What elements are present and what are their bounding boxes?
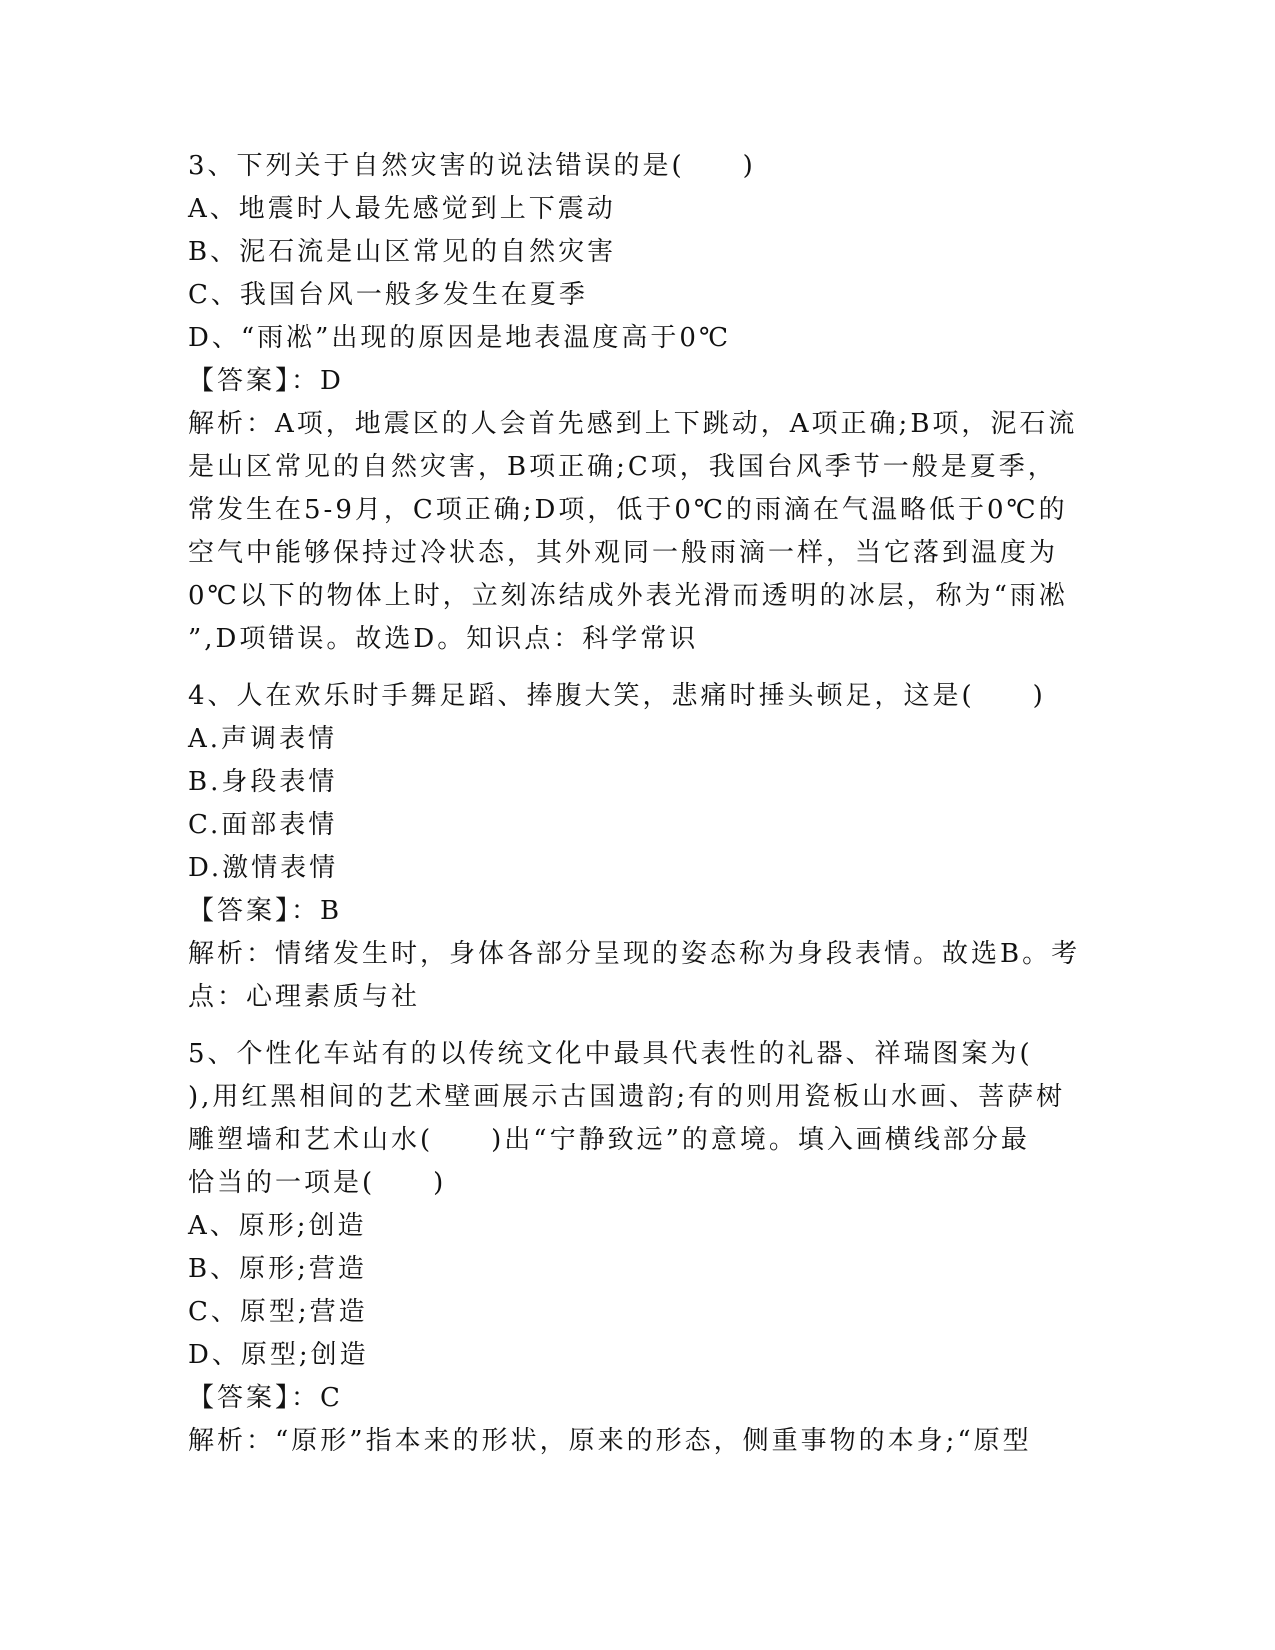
analysis-line: 解析：A项，地震区的人会首先感到上下跳动，A项正确;B项，泥石流 (188, 409, 1078, 439)
analysis (188, 1420, 1088, 1463)
option-c: C.面部表情 (188, 810, 338, 840)
analysis-line: 解析：情绪发生时，身体各部分呈现的姿态称为身段表情。故选B。考 (188, 939, 1081, 969)
option-d: D.激情表情 (188, 853, 339, 883)
option-c: C、我国台风一般多发生在夏季 (188, 280, 588, 310)
answer: 【答案】：D (188, 366, 344, 396)
analysis-line: 常发生在5-9月，C项正确;D项，低于0℃的雨滴在气温略低于0℃的 (188, 495, 1068, 525)
answer: 【答案】：B (188, 896, 343, 926)
question-5 (188, 1033, 1088, 1463)
option-a: A、原形;创造 (188, 1211, 367, 1241)
stem-line: 5、个性化车站有的以传统文化中最具代表性的礼器、祥瑞图案为( (188, 1039, 1033, 1069)
option-a: A、地震时人最先感觉到上下震动 (188, 194, 616, 224)
page-content (188, 145, 1088, 1477)
option-c: C、原型;营造 (188, 1297, 368, 1327)
option-b: B、原形;营造 (188, 1254, 367, 1284)
option-d: D、原型;创造 (188, 1340, 369, 1370)
analysis (188, 403, 1088, 661)
analysis-line: 0℃以下的物体上时，立刻冻结成外表光滑而透明的冰层，称为“雨凇 (188, 581, 1068, 611)
stem-line: ),用红黑相间的艺术壁画展示古国遗韵;有的则用瓷板山水画、菩萨树 (188, 1082, 1066, 1112)
analysis-line: ”,D项错误。故选D。知识点：科学常识 (188, 624, 699, 654)
analysis-line: 解析：“原形”指本来的形状，原来的形态，侧重事物的本身;“原型 (188, 1426, 1032, 1456)
question-3 (188, 145, 1088, 661)
stem-line: 雕塑墙和艺术山水( )出“宁静致远”的意境。填入画横线部分最 (188, 1125, 1030, 1155)
question-stem: 4、人在欢乐时手舞足蹈、捧腹大笑，悲痛时捶头顿足，这是( ) (188, 681, 1046, 711)
question-4 (188, 675, 1088, 1019)
answer: 【答案】：C (188, 1383, 343, 1413)
option-b: B、泥石流是山区常见的自然灾害 (188, 237, 617, 267)
option-d: D、“雨凇”出现的原因是地表温度高于0℃ (188, 323, 732, 353)
analysis-line: 空气中能够保持过冷状态，其外观同一般雨滴一样，当它落到温度为 (188, 538, 1059, 568)
analysis (188, 933, 1088, 1019)
analysis-line: 点：心理素质与社 (188, 982, 421, 1012)
analysis-line: 是山区常见的自然灾害，B项正确;C项，我国台风季节一般是夏季， (188, 452, 1057, 482)
question-stem: 3、下列关于自然灾害的说法错误的是( ) (188, 151, 756, 181)
question-stem (188, 1033, 1088, 1205)
option-b: B.身段表情 (188, 767, 338, 797)
option-a: A.声调表情 (188, 724, 338, 754)
stem-line: 恰当的一项是( ) (188, 1168, 447, 1198)
